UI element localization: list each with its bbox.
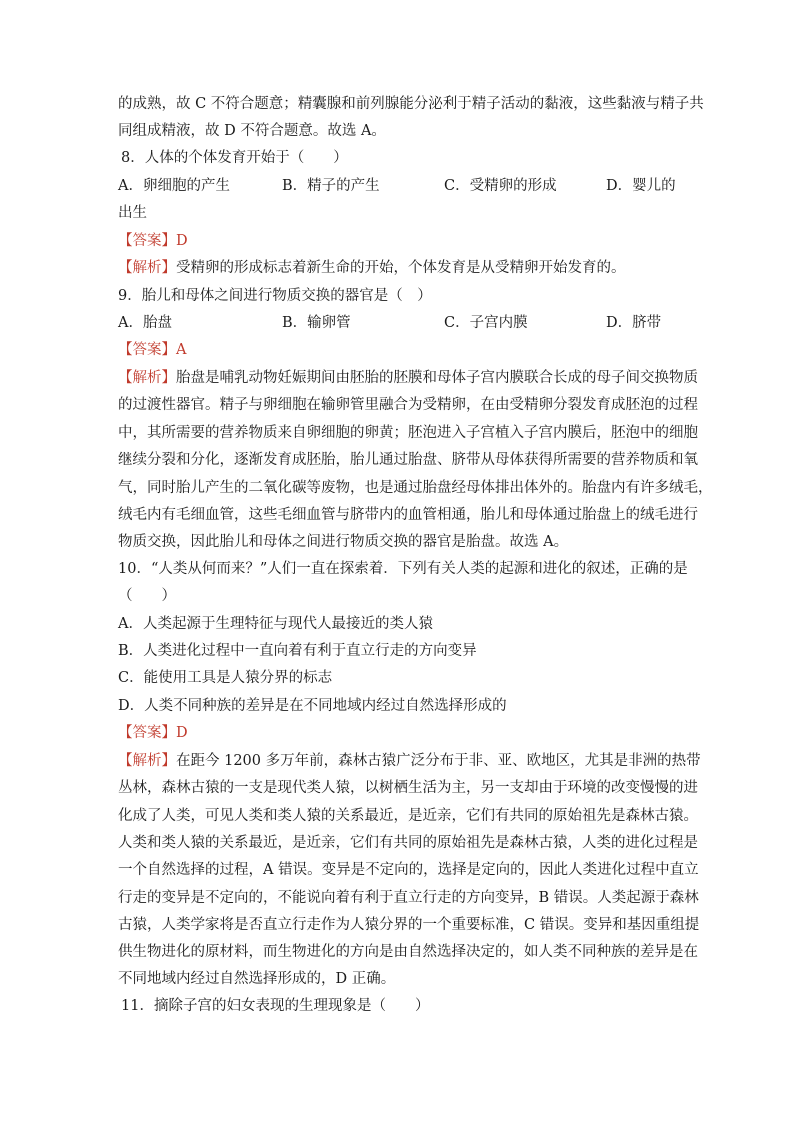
answer-value: D (176, 233, 188, 249)
question-9-option-b: B．输卵管 (282, 315, 351, 331)
question-9-analysis-line: 物质交换，因此胎儿和母体之间进行物质交换的器官是胎盘。故选 A。 (118, 534, 569, 550)
question-9-analysis-line: 中，其所需要的营养物质来自卵细胞的卵黄；胚泡进入子宫植入子宫内膜后，胚泡中的细胞 (118, 425, 698, 441)
question-9-option-c: C．子宫内膜 (444, 315, 528, 331)
question-10-analysis-line: 化成了人类，可见人类和类人猿的关系最近，是近亲，它们有共同的原始祖先是森林古猿。 (118, 808, 698, 824)
question-9-analysis-line: 绒毛内有毛细血管，这些毛细血管与脐带内的血管相通，胎儿和母体通过胎盘上的绒毛进行 (118, 507, 698, 523)
question-10-analysis-line: 不同地域内经过自然选择形成的，D 正确。 (118, 971, 396, 987)
question-10-option-b: B．人类进化过程中一直向着有利于直立行走的方向变异 (118, 643, 477, 659)
question-9-analysis-line: 的过渡性器官。精子与卵细胞在输卵管里融合为受精卵，在由受精卵分裂发育成胚泡的过程 (118, 397, 698, 413)
question-10-analysis-line: 行走的变异是不定向的，不能说向着有利于直立行走的方向变异，B 错误。人类起源于森林 (118, 890, 699, 906)
answer-label: 【答案】 (118, 233, 176, 249)
question-10-analysis-line (118, 751, 701, 771)
answer-label: 【答案】 (118, 725, 176, 741)
question-11-stem: 11．摘除子宫的妇女表现的生理现象是（ ） (121, 998, 430, 1014)
question-9-analysis-line: 继续分裂和分化，逐渐发育成胚胎，胎儿通过胎盘、脐带从母体获得所需要的营养物质和氧 (118, 452, 698, 468)
question-9-stem: 9．胎儿和母体之间进行物质交换的器官是（ ） (118, 288, 432, 304)
answer-label: 【答案】 (118, 342, 176, 358)
answer-value: D (176, 725, 188, 741)
question-10-analysis-line: 供生物进化的原材料，而生物进化的方向是由自然选择决定的，如人类不同种族的差异是在 (118, 944, 698, 960)
question-8-option-a: A．卵细胞的产生 (118, 178, 230, 194)
question-8-option-c: C．受精卵的形成 (444, 178, 557, 194)
question-10-analysis-line: 一个自然选择的过程，A 错误。变异是不定向的，选择是定向的，因此人类进化过程中直立 (118, 862, 699, 878)
analysis-text: 受精卵的形成标志着新生命的开始，个体发育是从受精卵开始发育的。 (176, 260, 626, 276)
question-10-stem-continued: （ ） (118, 588, 176, 604)
question-8-analysis (118, 258, 626, 278)
question-10-stem: 10．“人类从何而来？”人们一直在探索着．下列有关人类的起源和进化的叙述，正确的是 (118, 561, 688, 577)
question-8-answer (118, 231, 188, 251)
question-10-analysis-line: 丛林，森林古猿的一支是现代类人猿，以树栖生活为主，另一支却由于环境的改变慢慢的进 (118, 780, 698, 796)
question-9-answer (118, 340, 186, 360)
question-8-stem: 8．人体的个体发育开始于（ ） (121, 150, 348, 166)
question-9-analysis-line (118, 368, 698, 388)
question-10-option-a: A．人类起源于生理特征与现代人最接近的类人猿 (118, 616, 433, 632)
analysis-text: 胎盘是哺乳动物妊娠期间由胚胎的胚膜和母体子宫内膜联合长成的母子间交换物质 (176, 370, 698, 386)
question-10-analysis-line: 古猿，人类学家将是否直立行走作为人猿分界的一个重要标准，C 错误。变异和基因重组提 (118, 917, 700, 933)
analysis-continuation-line: 的成熟，故 C 不符合题意；精囊腺和前列腺能分泌利于精子活动的黏液，这些黏液与精子共 (118, 96, 704, 112)
question-8-option-b: B．精子的产生 (282, 178, 380, 194)
question-9-option-d: D．脐带 (606, 315, 662, 331)
question-10-option-c: C．能使用工具是人猿分界的标志 (118, 670, 333, 686)
question-10-analysis-line: 人类和类人猿的关系最近，是近亲，它们有共同的原始祖先是森林古猿，人类的进化过程是 (118, 835, 698, 851)
question-9-analysis-line: 气，同时胎儿产生的二氧化碳等废物，也是通过胎盘经母体排出体外的。胎盘内有许多绒毛， (118, 480, 713, 496)
question-10-option-d: D．人类不同种族的差异是在不同地域内经过自然选择形成的 (118, 698, 507, 714)
question-8-option-d-continued: 出生 (118, 205, 147, 221)
question-9-option-a: A．胎盘 (118, 315, 172, 331)
analysis-label: 【解析】 (118, 370, 176, 386)
analysis-label: 【解析】 (118, 260, 176, 276)
answer-value: A (176, 342, 187, 358)
analysis-label: 【解析】 (118, 753, 176, 769)
analysis-text: 在距今 1200 多万年前，森林古猿广泛分布于非、亚、欧地区，尤其是非洲的热带 (176, 753, 701, 769)
question-8-option-d: D．婴儿的 (606, 178, 676, 194)
question-10-answer (118, 723, 188, 743)
analysis-continuation-line: 同组成精液，故 D 不符合题意。故选 A。 (118, 123, 386, 139)
